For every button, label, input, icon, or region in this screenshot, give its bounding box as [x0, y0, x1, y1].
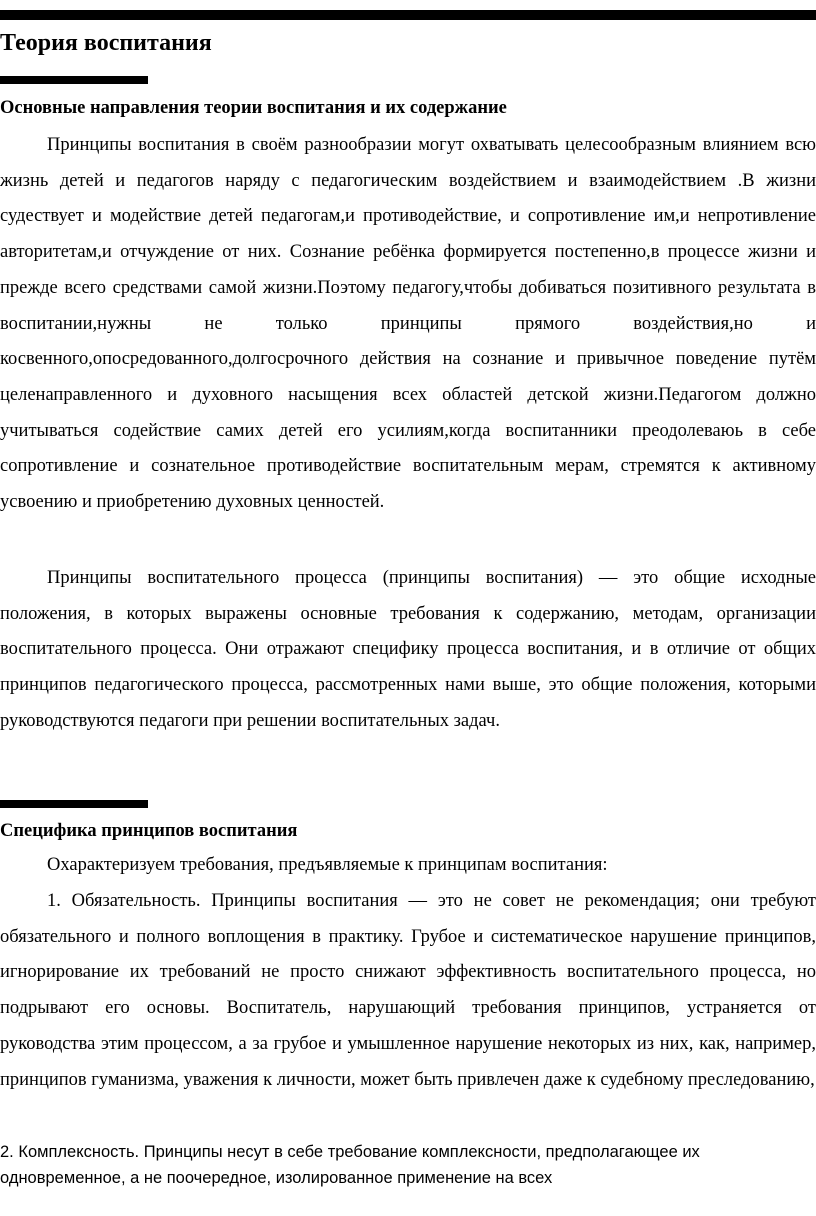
section-heading-directions: Основные направления теории воспитания и их содержание	[0, 98, 507, 118]
section-divider	[0, 76, 148, 84]
paragraph-requirements-intro: Охарактеризуем требования, предъявляемые к принципам воспитания:	[47, 855, 608, 875]
top-rule	[0, 10, 816, 20]
paragraph-item-complexity: 2. Комплексность. Принципы несут в себе требование комплексности, предполагающее их одновременное, а не поочередное, изолированное применение на всех	[0, 1143, 700, 1187]
page-title: Теория воспитания	[0, 30, 212, 56]
paragraph-item-obligation: 1. Обязательность. Принципы воспитания — это не совет не рекомендация; они требуют обязательного и полного воплощения в практику. Грубое и систематическое нарушение принципов, игнорирование их требований не просто снижают эффективность воспитательного процесса, но подрывают его основы. Воспитатель, нарушающий требования принципов, устраняется от руководства этим процессом, а за грубое и умышленное нарушение некоторых из них, как, например, принципов гуманизма, уважения к личности, может быть привлечен даже к судебному преследованию,	[0, 891, 816, 1090]
section-heading-specifics: Специфика принципов воспитания	[0, 821, 298, 841]
paragraph-principles-definition: Принципы воспитательного процесса (принципы воспитания) — это общие исходные положения, в которых выражены основные требования к содержанию, методам, организации воспитательного процесса. Они отражают специфику процесса воспитания, и в отличие от общих принципов педагогического процесса, рассмотренных нами выше, это общие положения, которыми руководствуются педагоги при решении воспитательных задач.	[0, 568, 816, 731]
section-divider	[0, 800, 148, 808]
paragraph-principles-intro: Принципы воспитания в своём разнообразии могут охватывать целесообразным влиянием всю жизнь детей и педагогов наряду с педагогическим воздействием и взаимодействием .В жизни судествует и модействие детей педагогам,и противодействие, и сопротивление им,и непротивление авторитетам,и отчуждение от них. Сознание ребёнка формируется постепенно,в процессе жизни и прежде всего средствами самой жизни.Поэтому педагогу,чтобы добиваться позитивного результата в воспитании,нужны не только принципы прямого воздействия,но и косвенного,опосредованного,долгосрочного действия на сознание и привычное поведение путём целенаправленного и духовного насыщения всех областей детской жизни.Педагогом должно учитываться содействие самих детей его усилиям,когда воспитанники преодолеваюь в себе сопротивление и сознательное противодействие воспитательным мерам, стремятся к активному усвоению и приобретению духовных ценностей.	[0, 135, 816, 513]
